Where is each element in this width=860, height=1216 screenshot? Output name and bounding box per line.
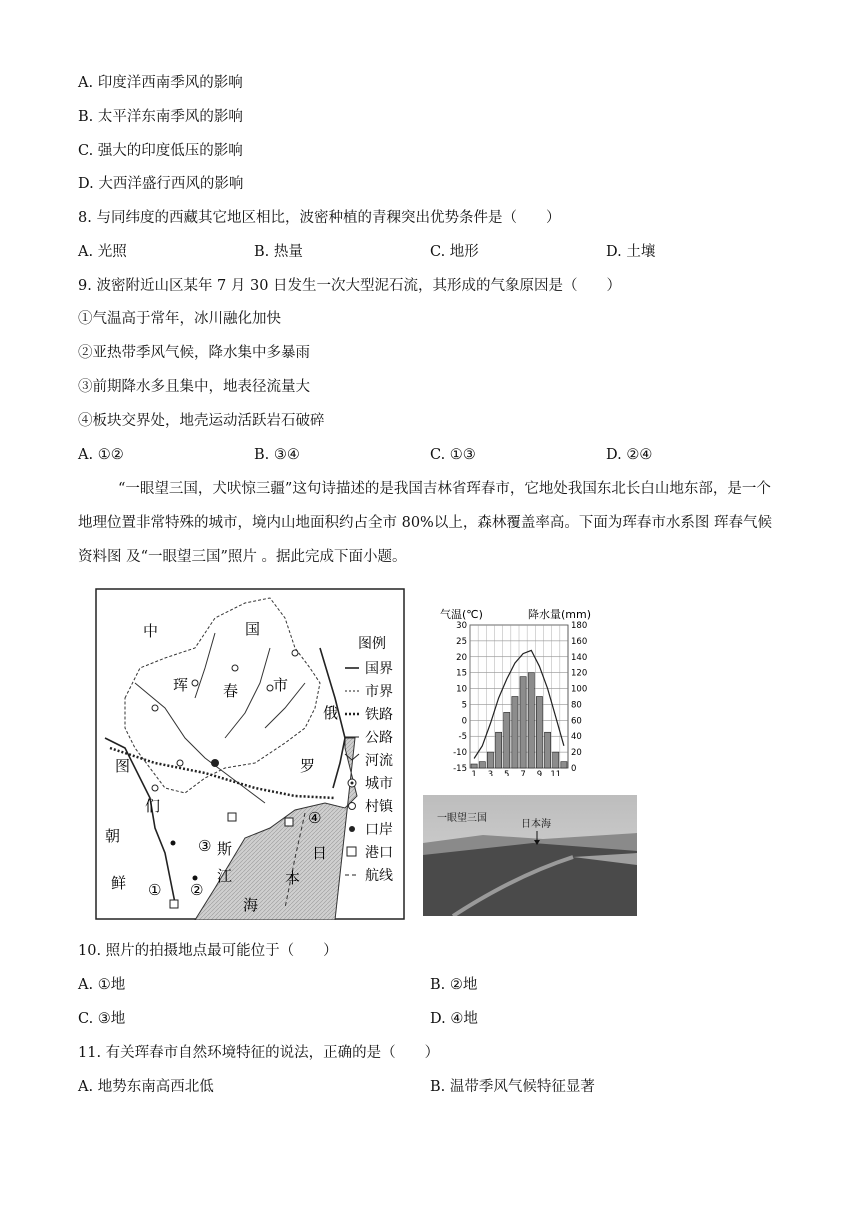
legend-checkpoint-symbol — [349, 826, 355, 832]
map-label: 朝 — [105, 827, 121, 845]
site-label-1: ① — [148, 881, 162, 899]
map-label: 春 — [223, 682, 239, 700]
legend-label: 航线 — [365, 868, 393, 884]
q7-option-c: C. 强大的印度低压的影响 — [78, 143, 243, 159]
map-label: 俄 — [323, 704, 339, 722]
right-tick-label: 20 — [571, 748, 582, 759]
map-label: 斯 — [217, 840, 233, 858]
checkpoint-marker — [171, 841, 176, 846]
legend-village-symbol — [349, 803, 356, 810]
left-tick-label: 5 — [461, 700, 467, 711]
map-label: 鲜 — [111, 874, 127, 892]
q7-option-a: A. 印度洋西南季风的影响 — [78, 75, 243, 91]
q9-item-1: ①气温高于常年，冰川融化加快 — [78, 311, 281, 327]
site-label-4: ④ — [308, 809, 322, 827]
q11-option-b: B. 温带季风气候特征显著 — [430, 1079, 595, 1095]
legend-label: 公路 — [365, 730, 393, 746]
x-tick-label: 1 — [471, 770, 477, 776]
passage — [78, 472, 780, 574]
left-tick-label: 0 — [461, 716, 467, 727]
q9-item-4: ④板块交界处，地壳运动活跃岩石破碎 — [78, 413, 325, 429]
right-tick-label: 60 — [571, 716, 582, 727]
q9-option-d: D. ②④ — [606, 447, 653, 463]
left-tick-label: 20 — [456, 652, 467, 663]
chart-grid — [470, 625, 568, 768]
village-marker — [177, 760, 183, 766]
hunchun-water-map — [95, 588, 405, 920]
right-tick-label: 0 — [571, 764, 577, 774]
climate-chart — [440, 608, 600, 776]
precip-bar — [487, 752, 493, 768]
three-countries-photo — [423, 795, 637, 916]
map-label: 市 — [273, 676, 289, 694]
q8-option-b: B. 热量 — [254, 244, 303, 260]
map-label: 日 — [312, 844, 328, 862]
precip-bar — [496, 732, 502, 768]
village-marker — [292, 650, 298, 656]
map-label: 中 — [143, 622, 159, 640]
q9-stem: 9. 波密附近山区某年 7 月 30 日发生一次大型泥石流，其形成的气象原因是（ ） — [78, 278, 622, 294]
legend-label: 市界 — [365, 684, 393, 700]
right-tick-label: 160 — [571, 636, 588, 647]
precip-bar — [471, 764, 477, 768]
left-tick-label: 25 — [456, 636, 467, 647]
legend-label: 港口 — [365, 845, 393, 861]
q9-option-c: C. ①③ — [430, 447, 476, 463]
right-tick-label: 40 — [571, 732, 582, 743]
precip-bar — [561, 762, 567, 768]
right-tick-label: 100 — [571, 684, 588, 695]
legend-label: 国界 — [365, 661, 393, 677]
left-tick-label: 15 — [456, 668, 467, 679]
x-tick-label: 9 — [536, 770, 543, 776]
map-svg — [95, 588, 405, 920]
legend-label: 城市 — [365, 776, 393, 792]
right-axis-label: 降水量(mm) — [528, 608, 592, 621]
q8-option-d: D. 土壤 — [606, 244, 656, 260]
map-label: 本 — [285, 869, 301, 887]
right-tick-label: 180 — [571, 621, 588, 631]
map-label: 国 — [245, 620, 261, 638]
q8-option-a: A. 光照 — [78, 244, 127, 260]
legend-label: 铁路 — [365, 707, 393, 723]
precip-bar — [536, 697, 542, 769]
left-tick-label: 10 — [456, 684, 467, 695]
legend-label: 口岸 — [365, 822, 393, 838]
q10-stem: 10. 照片的拍摄地点最可能位于（ ） — [78, 943, 338, 959]
precip-bar — [479, 762, 485, 768]
precip-bar — [512, 697, 518, 769]
map-label: 罗 — [300, 757, 316, 775]
precip-bar — [504, 712, 510, 768]
village-marker — [192, 680, 198, 686]
sea-label: 日本海 — [521, 819, 551, 830]
left-axis-label: 气温(℃) — [440, 608, 483, 621]
legend-port-symbol — [347, 847, 356, 856]
map-label: 们 — [145, 797, 161, 815]
map-label: 珲 — [173, 676, 189, 694]
checkpoint-marker — [193, 876, 198, 881]
map-label: 图 — [115, 757, 131, 775]
q10-option-c: C. ③地 — [78, 1011, 126, 1027]
right-tick-label: 140 — [571, 652, 588, 663]
site-label-2: ② — [190, 881, 204, 899]
climate-chart-svg — [440, 608, 600, 776]
right-tick-label: 120 — [571, 668, 588, 679]
precip-bar — [545, 732, 551, 768]
x-tick-label: 11 — [550, 770, 562, 776]
site-label-3: ③ — [198, 837, 212, 855]
q10-option-d: D. ④地 — [430, 1011, 478, 1027]
map-label: 江 — [217, 867, 233, 885]
port-marker — [285, 818, 293, 826]
x-tick-label: 3 — [487, 770, 494, 776]
precip-bar — [520, 677, 526, 768]
precip-bar — [528, 673, 534, 768]
city-marker — [211, 759, 219, 767]
q9-option-a: A. ①② — [78, 447, 124, 463]
port-marker — [170, 900, 178, 908]
legend-label: 河流 — [365, 753, 393, 769]
q10-option-a: A. ①地 — [78, 977, 126, 993]
left-tick-label: 30 — [456, 621, 467, 631]
q7-option-b: B. 太平洋东南季风的影响 — [78, 109, 243, 125]
q9-option-b: B. ③④ — [254, 447, 300, 463]
q11-option-a: A. 地势东南高西北低 — [78, 1079, 214, 1095]
q8-stem: 8. 与同纬度的西藏其它地区相比，波密种植的青稞突出优势条件是（ ） — [78, 210, 561, 226]
left-tick-label: -15 — [453, 764, 467, 774]
map-label: 海 — [243, 896, 259, 914]
legend-title: 图例 — [358, 636, 386, 652]
legend-label: 村镇 — [365, 799, 393, 815]
village-marker — [152, 705, 158, 711]
right-tick-label: 80 — [571, 700, 582, 711]
q8-option-c: C. 地形 — [430, 244, 479, 260]
precip-bar — [553, 752, 559, 768]
village-marker — [232, 665, 238, 671]
q10-option-b: B. ②地 — [430, 977, 478, 993]
x-tick-label: 7 — [520, 770, 526, 776]
left-tick-label: -5 — [458, 732, 467, 743]
photo-caption: 一眼望三国 — [437, 813, 487, 824]
x-tick-label: 5 — [504, 770, 510, 776]
village-marker — [152, 785, 158, 791]
passage-text: “一眼望三国，犬吠惊三疆”这句诗描述的是我国吉林省珲春市，它地处我国东北长白山地东部，是一个地理位置非常特殊的城市，境内山地面积约占全市 80%以上，森林覆盖率高。下面为珲春市水系图 珲春气候资料图 及“一眼望三国”照片 。据此完成下面小题。 — [78, 481, 772, 565]
q9-item-2: ②亚热带季风气候，降水集中多暴雨 — [78, 345, 310, 361]
port-marker — [228, 813, 236, 821]
q7-option-d: D. 大西洋盛行西风的影响 — [78, 176, 244, 192]
q9-item-3: ③前期降水多且集中，地表径流量大 — [78, 379, 310, 395]
photo-svg — [423, 795, 637, 916]
q11-stem: 11. 有关珲春市自然环境特征的说法，正确的是（ ） — [78, 1045, 440, 1061]
left-tick-label: -10 — [453, 748, 467, 759]
